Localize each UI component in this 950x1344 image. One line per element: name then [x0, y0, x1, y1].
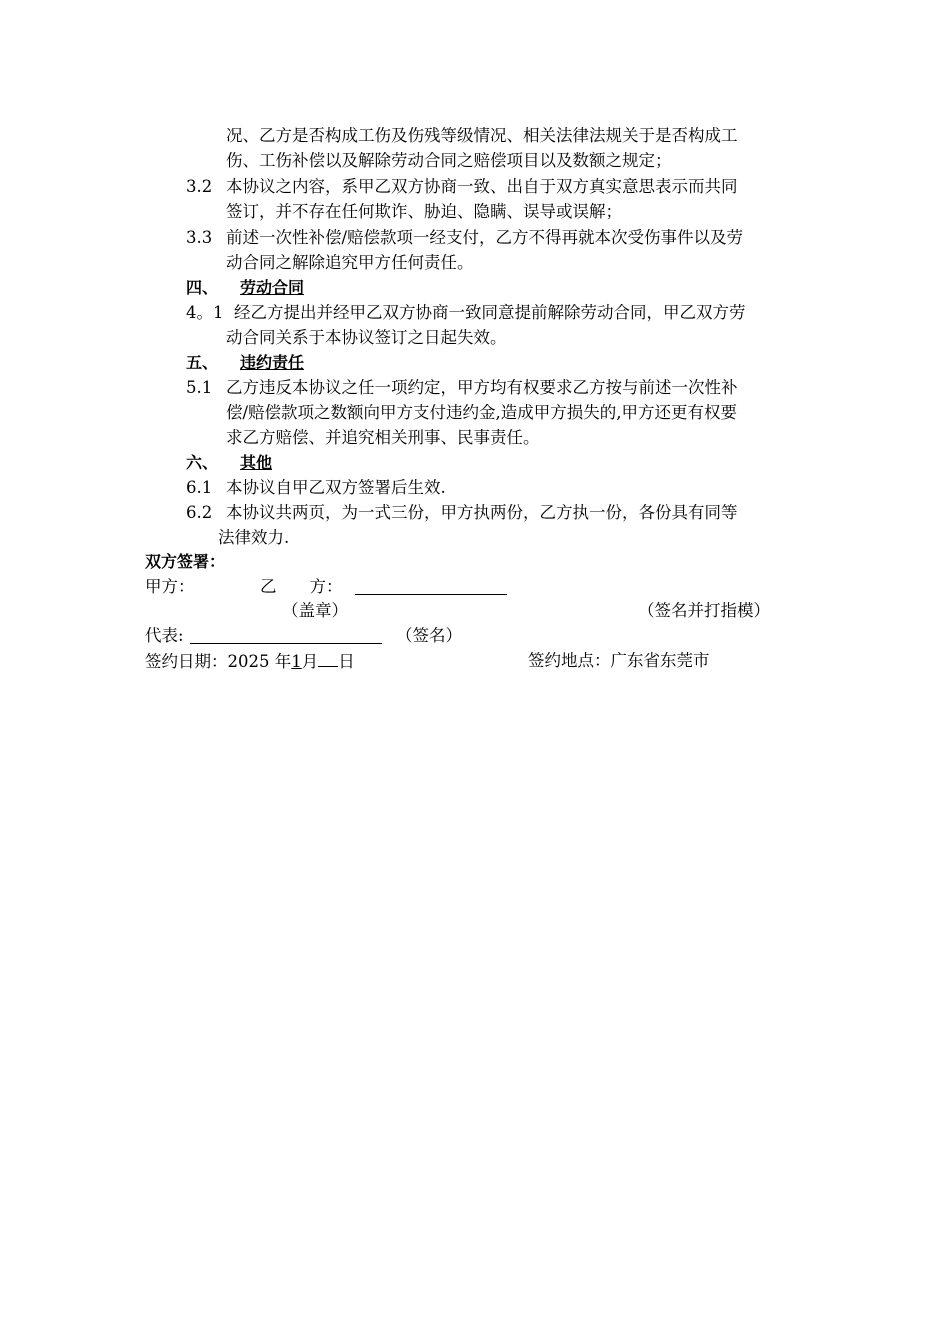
- representative-label: 代表:: [145, 626, 184, 645]
- party-a-label: 甲方：: [145, 577, 195, 596]
- clause-3-3-number: 3.3: [186, 228, 213, 247]
- clause-3-1-line-1: 况、乙方是否构成工伤及伤残等级情况、相关法律法规关于是否构成工: [226, 126, 738, 145]
- clause-5-1-line-1: 乙方违反本协议之任一项约定，甲方均有权要求乙方按与前述一次性补: [226, 378, 738, 397]
- clause-5-1-line-3: 求乙方赔偿、并追究相关刑事、民事责任。: [226, 428, 540, 447]
- section-4-number: 四、: [186, 278, 219, 297]
- representative-sign-note: （签名）: [396, 626, 462, 645]
- section-5-title: 违约责任: [240, 353, 305, 372]
- clause-6-2-number: 6.2: [186, 503, 213, 522]
- section-4-title: 劳动合同: [240, 278, 305, 297]
- signing-date: [145, 649, 355, 674]
- clause-3-2-line-2: 签订，并不存在任何欺诈、胁迫、隐瞒、误导或误解；: [226, 202, 622, 221]
- representative-signature-line: [190, 626, 382, 644]
- clause-6-2-line-1: 本协议共两页，为一式三份，甲方执两份，乙方执一份，各份具有同等: [226, 503, 738, 522]
- section-6-heading: [186, 451, 272, 475]
- section-5-number: 五、: [186, 353, 219, 372]
- signing-date-day-blank: [318, 649, 338, 667]
- clause-6-1-line-1: 本协议自甲乙双方签署后生效.: [226, 478, 446, 497]
- party-b-label: 乙 方：: [260, 577, 343, 596]
- clause-6-2-line-2: 法律效力.: [218, 528, 290, 547]
- section-5-heading: [186, 351, 304, 375]
- section-4-heading: [186, 276, 304, 300]
- party-b-signature-line: [355, 577, 507, 595]
- section-6-number: 六、: [186, 453, 219, 472]
- party-a-seal-note: （盖章）: [282, 601, 348, 620]
- clause-4-1-number: 4。1: [186, 303, 224, 322]
- clause-6-1-number: 6.1: [186, 478, 213, 497]
- signing-date-day-suffix: 日: [338, 652, 355, 671]
- party-b-sign-note: （签名并打指模）: [638, 601, 770, 620]
- clause-4-1-line-2: 动合同关系于本协议签订之日起失效。: [226, 328, 507, 347]
- clause-3-2-number: 3.2: [186, 177, 213, 196]
- clause-3-1-line-2: 伤、工伤补偿以及解除劳动合同之赔偿项目以及数额之规定；: [226, 151, 672, 170]
- clause-5-1-number: 5.1: [186, 378, 213, 397]
- clause-5-1-line-2: 偿/赔偿款项之数额向甲方支付违约金,造成甲方损失的,甲方还更有权要: [226, 403, 738, 422]
- signing-date-prefix: 签约日期：2025 年: [145, 652, 292, 671]
- clause-3-2-line-1: 本协议之内容，系甲乙双方协商一致、出自于双方真实意思表示而共同: [226, 177, 738, 196]
- clause-3-3-line-1: 前述一次性补偿/赔偿款项一经支付，乙方不得再就本次受伤事件以及劳: [226, 228, 744, 247]
- clause-4-1-line-1: 经乙方提出并经甲乙双方协商一致同意提前解除劳动合同，甲乙双方劳: [234, 303, 746, 322]
- clause-3-3-line-2: 动合同之解除追究甲方任何责任。: [226, 253, 474, 272]
- signing-date-month-suffix: 月: [301, 652, 319, 671]
- signing-place: 签约地点：广东省东莞市: [528, 651, 710, 670]
- section-6-title: 其他: [240, 453, 273, 472]
- signature-heading: 双方签署：: [145, 552, 226, 571]
- signing-date-month: 1: [291, 652, 302, 671]
